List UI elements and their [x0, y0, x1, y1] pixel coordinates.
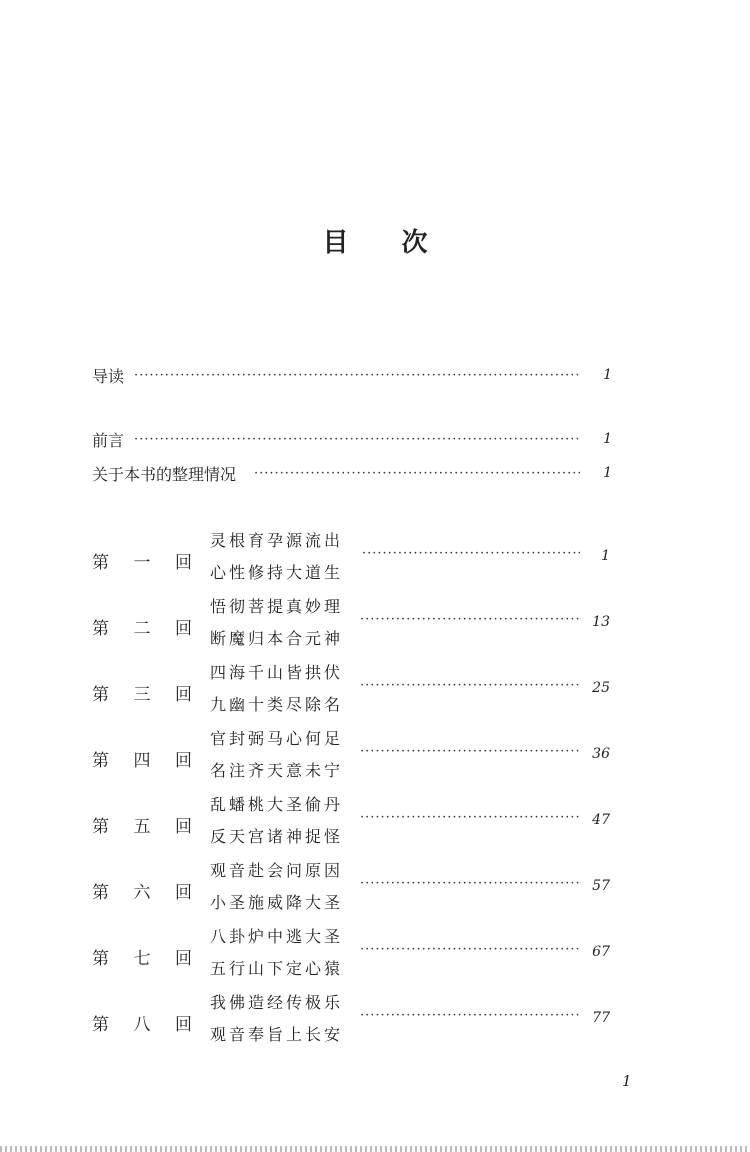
toc-chapter-4[interactable]: [92, 726, 612, 790]
chapter-number: 第 五 回: [92, 817, 192, 837]
chapter-number: 第 四 回: [92, 751, 192, 771]
toc-page-number: 1: [603, 465, 612, 481]
chapter-title-line-1: 悟彻菩提真妙理: [210, 597, 344, 616]
footer-page-number: 1: [622, 1072, 632, 1090]
toc-leader-dots: [360, 678, 580, 693]
chapter-title-line-1: 我佛造经传极乐: [210, 993, 344, 1012]
toc-entry-label: 关于本书的整理情况: [92, 464, 237, 484]
toc-page-number: 1: [603, 367, 612, 383]
toc-leader-dots: [360, 1008, 580, 1023]
chapter-number: 第 七 回: [92, 949, 192, 969]
toc-page-number: 77: [592, 1010, 610, 1026]
chapter-title-line-1: 观音赴会问原因: [210, 861, 344, 880]
toc-page-number: 47: [592, 812, 610, 828]
toc-entry-about[interactable]: [92, 460, 612, 486]
toc-leader-dots: [134, 432, 580, 447]
chapter-number: 第 一 回: [92, 553, 192, 573]
toc-leader-dots: [254, 466, 580, 481]
chapter-title-line-2: 反天宫诸神捉怪: [210, 827, 344, 846]
toc-chapter-6[interactable]: [92, 858, 612, 922]
toc-entry-daodu[interactable]: [92, 362, 612, 388]
toc-leader-dots: [360, 810, 580, 825]
toc-chapter-2[interactable]: [92, 594, 612, 658]
scan-bottom-edge: [0, 1146, 750, 1152]
toc-page-number: 57: [592, 878, 610, 894]
toc-leader-dots: [134, 368, 580, 383]
chapter-title-line-2: 九幽十类尽除名: [210, 695, 344, 714]
toc-page-number: 67: [592, 944, 610, 960]
toc-leader-dots: [362, 546, 580, 561]
toc-chapter-7[interactable]: [92, 924, 612, 988]
toc-chapter-1[interactable]: [92, 528, 612, 592]
toc-page-number: 25: [592, 680, 610, 696]
chapter-number: 第 六 回: [92, 883, 192, 903]
toc-page-number: 13: [592, 614, 610, 630]
chapter-title-line-1: 乱蟠桃大圣偷丹: [210, 795, 344, 814]
chapter-title-line-2: 断魔归本合元神: [210, 629, 344, 648]
toc-chapter-8[interactable]: [92, 990, 612, 1054]
chapter-number: 第 八 回: [92, 1015, 192, 1035]
toc-entry-label: 前言: [92, 430, 125, 450]
toc-entry-label: 导读: [92, 366, 125, 386]
chapter-title-line-1: 四海千山皆拱伏: [210, 663, 344, 682]
toc-leader-dots: [360, 876, 580, 891]
chapter-title-line-2: 小圣施威降大圣: [210, 893, 344, 912]
chapter-number: 第 二 回: [92, 619, 192, 639]
chapter-title-line-2: 名注齐天意未宁: [210, 761, 344, 780]
chapter-title-line-1: 灵根育孕源流出: [210, 531, 344, 550]
toc-leader-dots: [360, 612, 580, 627]
chapter-number: 第 三 回: [92, 685, 192, 705]
toc-leader-dots: [360, 744, 580, 759]
toc-page-number: 36: [592, 746, 610, 762]
toc-page-number: 1: [603, 431, 612, 447]
chapter-title-line-1: 八卦炉中逃大圣: [210, 927, 344, 946]
chapter-title-line-1: 官封弼马心何足: [210, 729, 344, 748]
toc-leader-dots: [360, 942, 580, 957]
toc-chapter-3[interactable]: [92, 660, 612, 724]
toc-entry-qianyan[interactable]: [92, 426, 612, 452]
chapter-title-line-2: 五行山下定心猿: [210, 959, 344, 978]
page-title: 目 次: [322, 228, 450, 258]
chapter-title-line-2: 观音奉旨上长安: [210, 1025, 344, 1044]
chapter-title-line-2: 心性修持大道生: [210, 563, 344, 582]
toc-chapter-5[interactable]: [92, 792, 612, 856]
toc-page-number: 1: [601, 548, 610, 564]
